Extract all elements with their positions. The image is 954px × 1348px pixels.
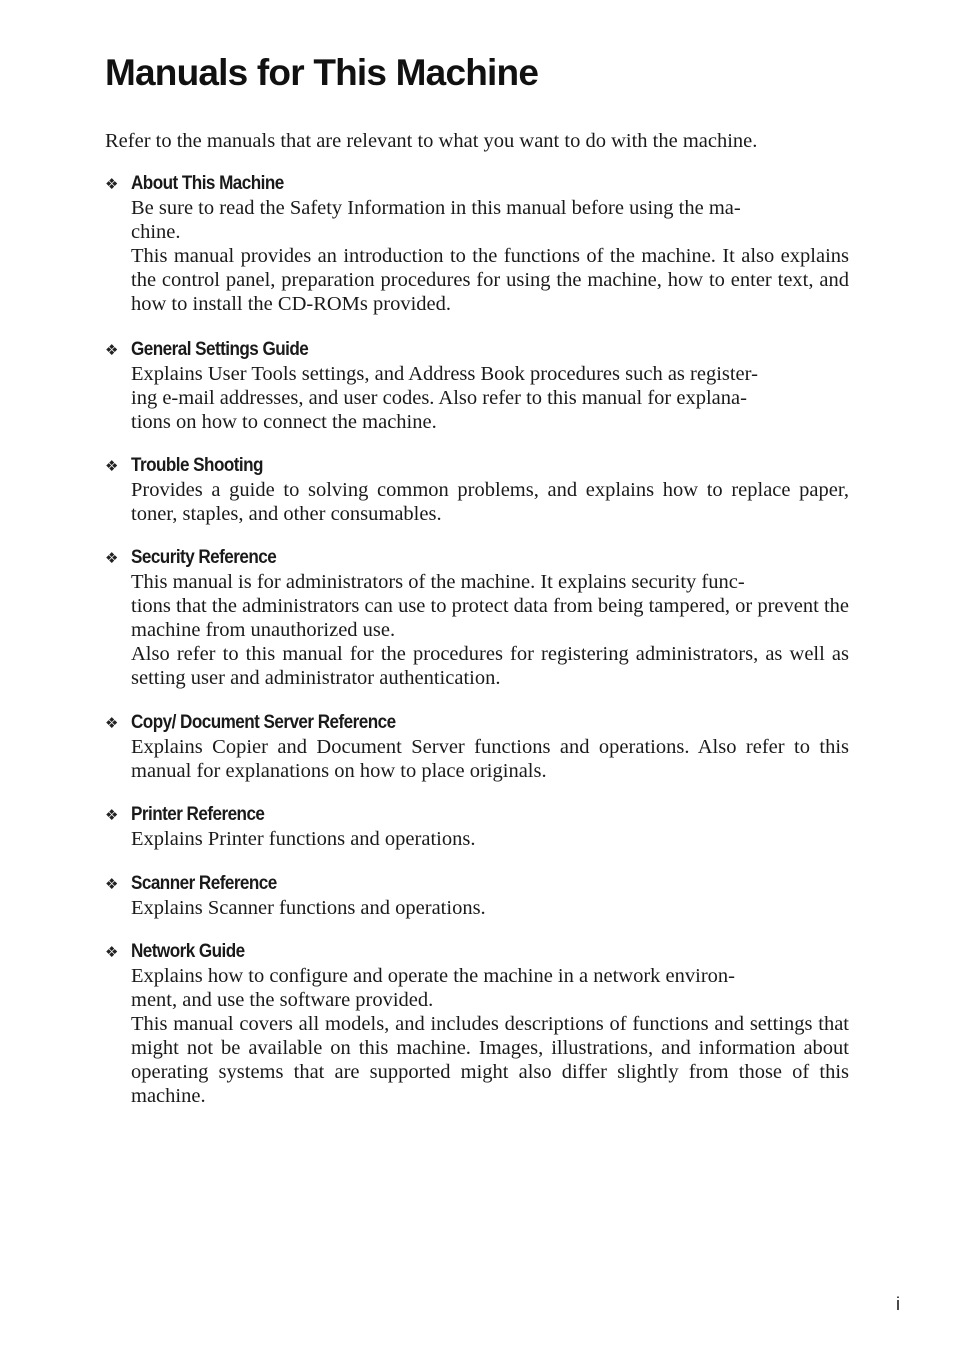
section-trouble-shooting [105, 454, 849, 526]
section-heading [105, 338, 849, 362]
section-heading [105, 546, 849, 570]
section-title: Network Guide [131, 941, 245, 962]
diamond-bullet-icon: ❖ [105, 714, 119, 732]
section-paragraph: Explains Scanner functions and operations. [131, 897, 486, 919]
section-heading [105, 172, 849, 196]
section-scanner-reference [105, 872, 849, 920]
section-title: Copy/ Document Server Reference [131, 712, 396, 733]
section-title: Trouble Shooting [131, 455, 263, 476]
section-general-settings-guide [105, 338, 849, 434]
section-title: Scanner Reference [131, 873, 277, 894]
section-title: General Settings Guide [131, 339, 309, 360]
section-heading [105, 711, 849, 735]
diamond-bullet-icon: ❖ [105, 175, 119, 193]
section-about-this-machine [105, 172, 849, 316]
diamond-bullet-icon: ❖ [105, 875, 119, 893]
section-heading [105, 940, 849, 964]
section-security-reference [105, 546, 849, 690]
section-title: About This Machine [131, 173, 284, 194]
page-title: Manuals for This Machine [105, 52, 539, 93]
section-heading [105, 454, 849, 478]
page-number: i [896, 1294, 900, 1314]
section-paragraph: Explains User Tools settings, and Address Book procedures such as register- ing e-mail addresses, and user codes. Also refer to this manual for explana- tions on how to connect the machine. [131, 363, 758, 433]
section-printer-reference [105, 803, 849, 851]
section-network-guide [105, 940, 849, 1108]
section-copy-document-server-reference [105, 711, 849, 783]
diamond-bullet-icon: ❖ [105, 806, 119, 824]
section-paragraph: This manual provides an introduction to the functions of the machine. It also explains the control panel, preparation procedures for using the machine, how to enter text, and how to install the CD-ROMs provided. [131, 245, 849, 315]
section-paragraph: Be sure to read the Safety Information in this manual before using the ma- chine. [131, 197, 741, 243]
section-paragraph: This manual covers all models, and includes descriptions of functions and settings that might not be available on this machine. Images, illustrations, and information about operating systems that are supported might also differ slightly from those of this machine. [131, 1013, 849, 1107]
section-paragraph: Explains how to configure and operate the machine in a network environ- ment, and use the software provided. [131, 965, 735, 1011]
section-paragraph: Explains Copier and Document Server functions and operations. Also refer to this manual for explanations on how to place originals. [131, 736, 849, 782]
section-paragraph: Also refer to this manual for the procedures for registering administrators, as well as setting user and administrator authentication. [131, 643, 849, 689]
diamond-bullet-icon: ❖ [105, 943, 119, 961]
diamond-bullet-icon: ❖ [105, 341, 119, 359]
section-title: Printer Reference [131, 804, 265, 825]
diamond-bullet-icon: ❖ [105, 549, 119, 567]
section-paragraph: Explains Printer functions and operations. [131, 828, 476, 850]
diamond-bullet-icon: ❖ [105, 457, 119, 475]
intro-text: Refer to the manuals that are relevant to what you want to do with the machine. [105, 130, 758, 152]
section-paragraph: Provides a guide to solving common problems, and explains how to replace paper, toner, staples, and other consumables. [131, 479, 849, 525]
section-title: Security Reference [131, 547, 277, 568]
section-heading [105, 872, 849, 896]
section-paragraph: This manual is for administrators of the machine. It explains security func- tions that the administrators can use to protect data from being tampered, or prevent the machine from unauthorized use. [131, 571, 849, 641]
section-heading [105, 803, 849, 827]
